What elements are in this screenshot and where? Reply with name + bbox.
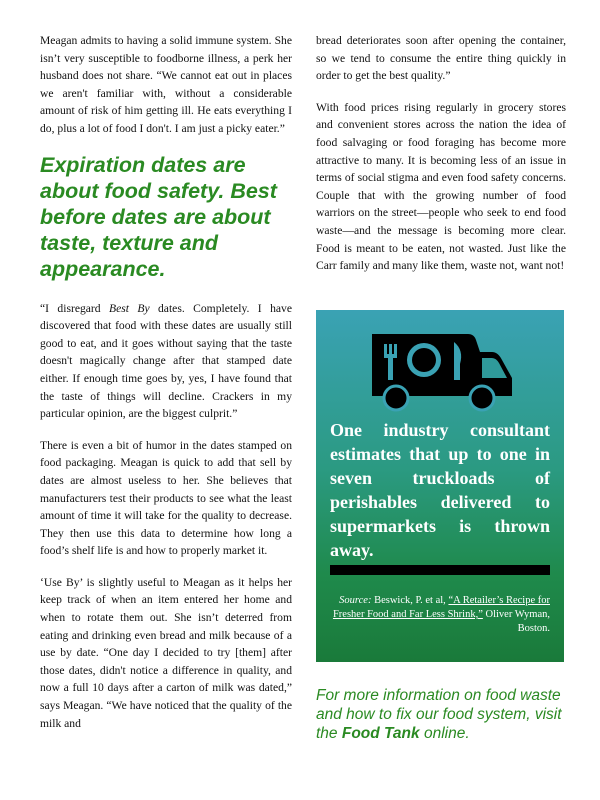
right-column [316, 32, 566, 289]
body-paragraph [40, 300, 292, 423]
text-run: “I disregard [40, 301, 109, 315]
left-column [40, 32, 292, 746]
body-paragraph: There is even a bit of humor in the dates stamped on food packaging. Meagan is quick to add that sell by dates are almost useless to her. She believes that manufacturers test their products to see what the least amount of time it will take for the quality to decrease. They then use this data to determine how long a food’s shelf life is and how to properly market it. [40, 438, 292, 558]
pull-quote: Expiration dates are about food safety. Best before dates are about taste, texture and appearance. [40, 152, 277, 281]
statistic-callout-box [316, 310, 564, 662]
source-label: Source: [339, 595, 372, 606]
text-run: dates. Completely. I have discovered that food with these dates are usually still good to eat, and it goes without saying that the taste doesn't magically change after that stamped date either. If enough time goes by, yes, I have found that the taste of things will decline. Crackers in my particular opinion, are the biggest culprit.” [40, 301, 292, 421]
food-tank-link[interactable]: Food Tank [341, 725, 420, 742]
divider-bar [330, 565, 550, 575]
body-paragraph: With food prices rising regularly in grocery stores and convenient stores across the nation the idea of food salvaging or food foraging has become more attractive to many. It is becoming less of an issue in terms of social stigma and even food safety concerns. Couple that with the growing number of food warriors on the street—people who seek to end food waste—and the message is becoming more clear. Food is meant to be eaten, not wasted. Just like the Carr family and many like them, waste not, want not! [316, 100, 566, 273]
source-authors: Beswick, P. et al, [371, 595, 449, 606]
note-text: For more information on food waste and how to fix our food system, visit the [316, 687, 562, 742]
body-paragraph: Meagan admits to having a solid immune system. She isn’t very susceptible to foodborne illness, a perk her husband does not share. “We cannot eat out in places we aren't familiar with, without a considerable amount of risk of him getting ill. He eats everything I do, plus a lot of food I don't. I am just a picky eater.” [40, 34, 292, 135]
more-info-note [316, 686, 568, 743]
statistic-text: One industry consultant estimates that up to one in seven truckloads of perishables delivered to supermarkets is thrown away. [330, 420, 550, 560]
body-paragraph: ‘Use By’ is slightly useful to Meagan as it helps her keep track of when an item entered her home and when to rotate them out. She isn’t deterred from eating and drinking even bread and milk because of a use by date. “One day I decided to try [them] after those dates, didn't notice a difference in quality, and now a full 10 days after a carton of milk was dated,” says Meagan. “We have noticed that the quality of the milk and [40, 575, 292, 730]
emphasis-best-by: Best By [108, 301, 150, 315]
body-paragraph: bread deteriorates soon after opening the container, so we tend to consume the entire thing quickly in order to get the best quality.” [316, 34, 566, 83]
note-text: online. [419, 725, 470, 742]
source-publisher: Oliver Wyman, Boston. [482, 609, 550, 634]
food-truck-icon [368, 330, 516, 412]
source-citation [330, 594, 550, 636]
source-link[interactable]: “A Retailer’s Recipe for Fresher Food and Far Less Shrink,” [332, 595, 550, 620]
